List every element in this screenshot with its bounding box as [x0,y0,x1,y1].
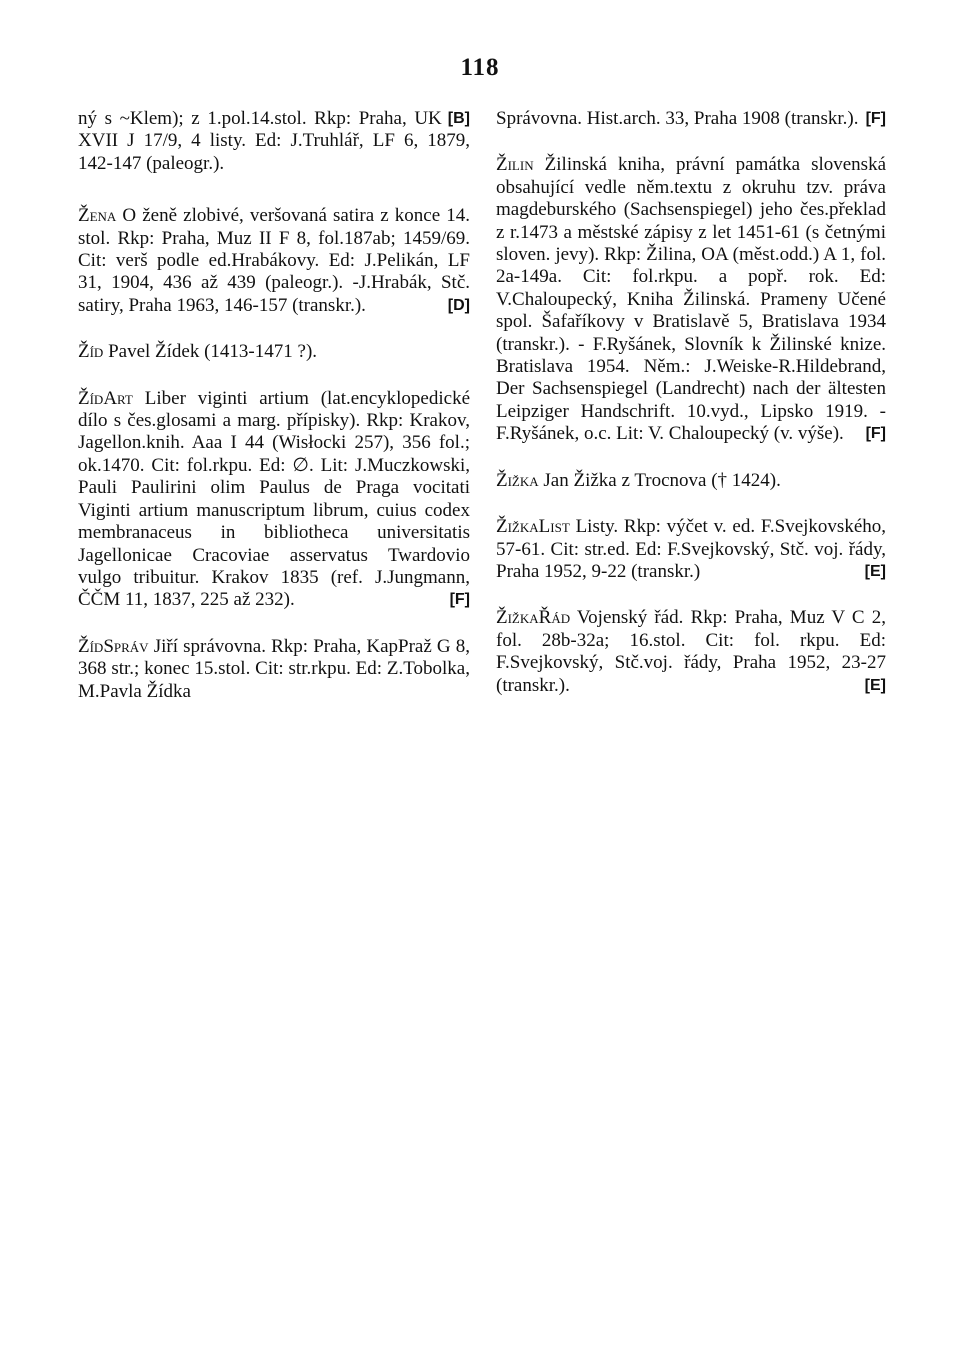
dictionary-entry [78,108,470,175]
entry-text: ný s ~Klem); z 1.pol.14.stol. Rkp: Praha, UK XVII J 17/9, 4 listy. Ed: J.Truhlář, LF 6, 1879, 142-147 (paleogr.). [78,108,470,174]
entry-text: Žilinská kniha, právní památka slovenská obsahující vedle něm.textu z okruhu tzv. práva magdeburského (Sachsenspiegel) jeho čes.překlad z r.1473 a městské zápisy z let 1451-61 (s četnými sloven. jevy). Rkp: Žilina, OA (měst.odd.) A 1, fol. 2a-149a. Cit: fol.rkpu. a popř. rok. Ed: V.Chaloupecký, Kniha Žilinská. Prameny Učené spol. Šafaříkovy v Bratislavě 5, Bratislava 1934 (transkr.). - F.Ryšánek, Slovník k Žilinské knize. Bratislava 1954. Něm.: J.Weiske-R.Hildebrand, Der Sachsenspiegel (Landrecht) nach der ältesten Leipziger Handschrift. 10.vyd., Lipsko 1919. - F.Ryšánek, o.c. Lit: V. Chaloupecký (v. výše). [496,154,887,445]
dictionary-entry [78,388,470,612]
entry-text: Listy. Rkp: výčet v. ed. F.Svejkovského, 57-61. Cit: str.ed. Ed: F.Svejkovský, Stč. voj. řády, Praha 1952, 9-22 (transkr.) [496,516,887,582]
right-column [496,108,886,721]
entry-headword: ŽídArt [78,387,133,409]
page-number: 118 [460,54,500,81]
source-tag: [E] [864,562,886,580]
source-tag: [E] [864,676,886,694]
source-tag: [D] [447,296,470,314]
entry-text: Správovna. Hist.arch. 33, Praha 1908 (transkr.). [496,108,859,129]
entry-headword: Žilin [496,154,534,176]
source-tag: [B] [447,110,470,127]
dictionary-entry [496,154,886,445]
dictionary-entry [496,108,886,130]
left-column [78,108,470,727]
dictionary-entry [78,636,470,703]
entry-text: O ženě zlobivé, veršovaná satira z konce 14. stol. Rkp: Praha, Muz II F 8, fol.187ab; 1459/69. Cit: verš podle ed.Hrabákovy. Ed: J.Pelikán, LF 31, 1904, 436 až 439 (paleogr.). -J.Hrabák, Stč. satiry, Praha 1963, 146-157 (transkr.). [78,205,470,316]
dictionary-entry [496,516,886,583]
entry-headword: Žižka [496,469,539,491]
dictionary-entry [78,205,470,317]
dictionary-entry [496,470,886,492]
entry-text: Vojenský řád. Rkp: Praha, Muz V C 2, fol. 28b-32a; 16.stol. Cit: fol. rkpu. Ed: F.Svejkovský, Stč.voj. řády, Praha 1952, 23-27 (transkr.). [496,607,886,696]
entry-headword: ŽižkaList [496,516,570,538]
entry-text: Jan Žižka z Trocnova († 1424). [543,469,781,491]
source-tag: [F] [449,591,470,609]
dictionary-entry [78,341,470,363]
entry-text: Liber viginti artium (lat.encyklopedické dílo s čes.glosami a marg. přípisky). Rkp: Krakov, Jagellon.knih. Aaa I 44 (Wisłocki 257), 356 fol.; ok.1470. Cit: fol.rkpu. Ed: ∅. Lit: J.Muczkowski, Pauli Paulirini olim Paulus de Praga vocitati Viginti artium manuscriptum librum, cuius codex membranaceus in bibliotheca universitatis Jagellonicae Cracoviae asservatus Twardovio vulgo tribuitur. Krakov 1835 (ref. J.Jungmann, ČČM 11, 1837, 225 až 232). [78,387,471,611]
dictionary-entry [496,607,886,697]
entry-headword: Žena [78,205,117,227]
entry-text: Pavel Žídek (1413-1471 ?). [108,341,318,363]
source-tag: [F] [865,425,886,443]
source-tag: [F] [865,110,886,127]
entry-headword: ŽižkaŘád [496,607,571,629]
entry-headword: ŽídSpráv [78,635,149,657]
entry-text: Jiří správovna. Rkp: Praha, KapPraž G 8, 368 str.; konec 15.stol. Cit: str.rkpu. Ed: Z.Tobolka, M.Pavla Žídka [78,635,470,702]
entry-headword: Žíd [78,341,104,363]
